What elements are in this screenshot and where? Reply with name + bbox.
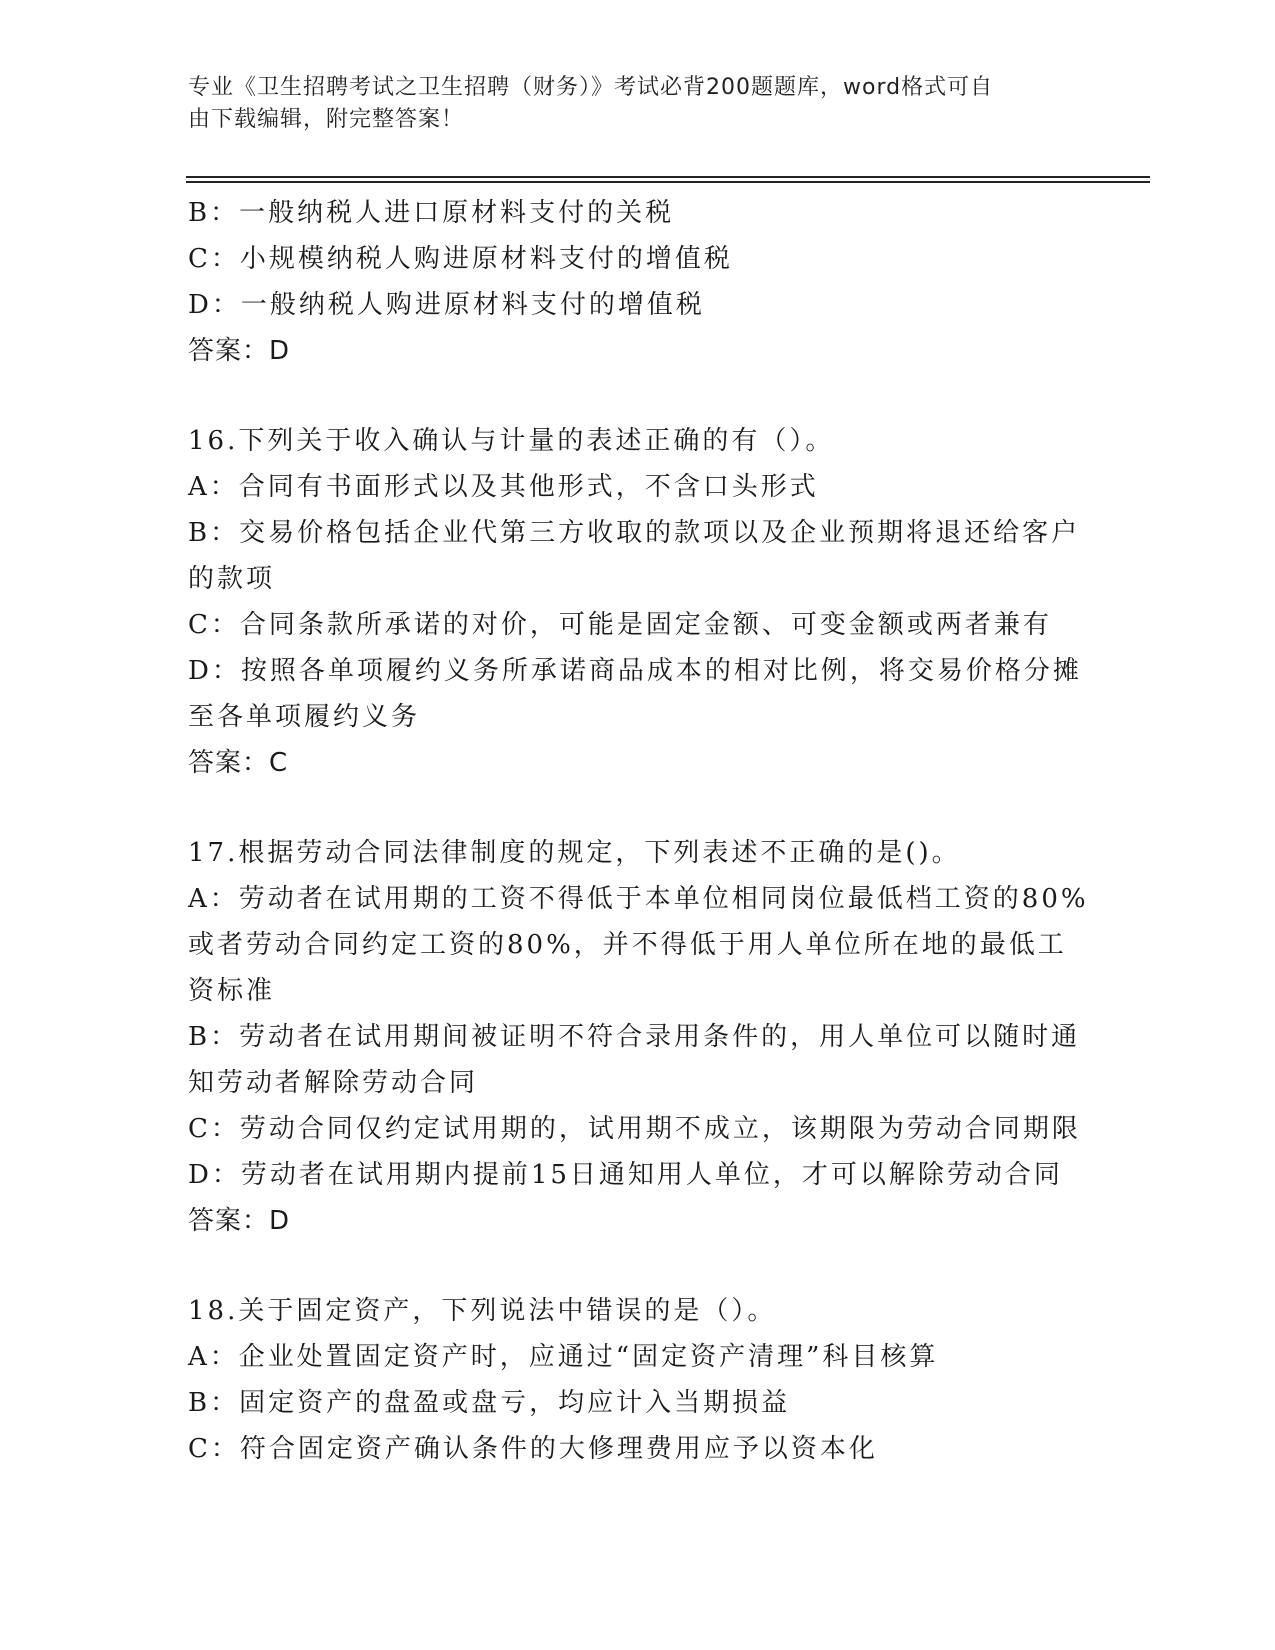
option-d: D：一般纳税人购进原材料支付的增值税 (188, 290, 705, 320)
question-16 (188, 418, 1088, 786)
spacer (188, 786, 1088, 830)
option-c: C：合同条款所承诺的对价，可能是固定金额、可变金额或两者兼有 (188, 610, 1052, 640)
question-18 (188, 1288, 1088, 1472)
option-b: B：劳动者在试用期间被证明不符合录用条件的，用人单位可以随时通 (188, 1022, 1081, 1052)
question-stem: 17.根据劳动合同法律制度的规定，下列表述不正确的是()。 (188, 838, 961, 868)
option-a-continued: 资标准 (188, 976, 276, 1006)
option-a: A：企业处置固定资产时，应通过“固定资产清理”科目核算 (188, 1342, 939, 1372)
header-line-1: 专业《卫生招聘考试之卫生招聘（财务）》考试必背200题题库，word格式可自 (188, 75, 994, 100)
option-b: B：固定资产的盘盈或盘亏，均应计入当期损益 (188, 1388, 791, 1418)
option-c: C：劳动合同仅约定试用期的，试用期不成立，该期限为劳动合同期限 (188, 1114, 1081, 1144)
option-d: D：劳动者在试用期内提前15日通知用人单位，才可以解除劳动合同 (188, 1160, 1063, 1190)
answer-line: 答案：C (188, 748, 289, 778)
option-b: B：一般纳税人进口原材料支付的关税 (188, 198, 675, 228)
header-line-2: 由下载编辑，附完整答案！ (188, 107, 465, 132)
document-body (188, 190, 1088, 1472)
option-a: A：合同有书面形式以及其他形式，不含口头形式 (188, 472, 819, 502)
option-c: C：小规模纳税人购进原材料支付的增值税 (188, 244, 733, 274)
question-15-continued (188, 190, 1088, 374)
option-d-continued: 至各单项履约义务 (188, 702, 421, 732)
answer-line: 答案：D (188, 1206, 291, 1236)
option-d: D：按照各单项履约义务所承诺商品成本的相对比例，将交易价格分摊 (188, 656, 1082, 686)
option-a: A：劳动者在试用期的工资不得低于本单位相同岗位最低档工资的80% (188, 884, 1089, 914)
answer-line: 答案：D (188, 336, 291, 366)
spacer (188, 374, 1088, 418)
header-rule-bottom (186, 181, 1150, 183)
option-b-continued: 的款项 (188, 564, 276, 594)
option-b: B：交易价格包括企业代第三方收取的款项以及企业预期将退还给客户 (188, 518, 1081, 548)
question-stem: 16.下列关于收入确认与计量的表述正确的有（）。 (188, 426, 835, 456)
option-a-continued: 或者劳动合同约定工资的80%，并不得低于用人单位所在地的最低工 (188, 930, 1067, 960)
question-stem: 18.关于固定资产，下列说法中错误的是（）。 (188, 1296, 777, 1326)
spacer (188, 1244, 1088, 1288)
header-rule-top (186, 176, 1150, 178)
option-b-continued: 知劳动者解除劳动合同 (188, 1068, 479, 1098)
question-17 (188, 830, 1088, 1244)
document-header (188, 72, 1068, 136)
option-c: C：符合固定资产确认条件的大修理费用应予以资本化 (188, 1434, 878, 1464)
